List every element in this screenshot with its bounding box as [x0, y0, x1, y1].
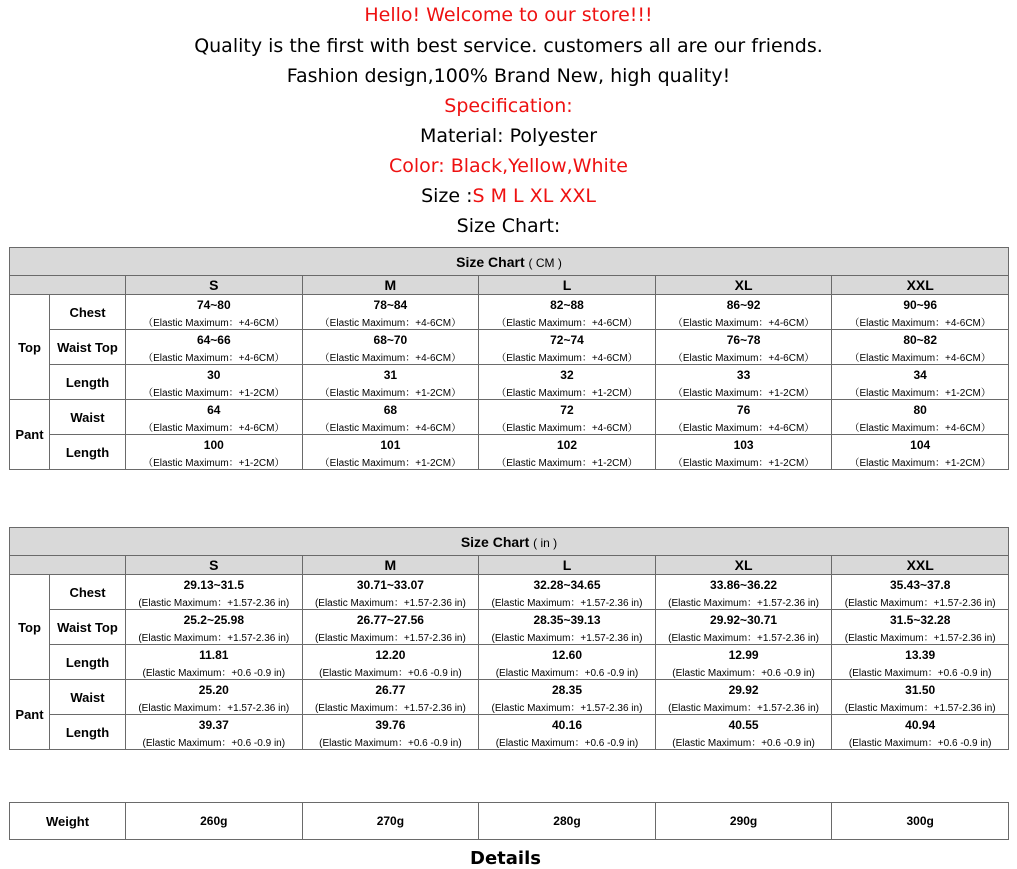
measure-value: 30 [126, 365, 303, 385]
size-header: XL [655, 276, 832, 295]
weight-row [10, 803, 1009, 840]
table-row [10, 330, 1009, 350]
measure-value: 102 [479, 435, 656, 455]
elastic-note: (Elastic Maximum：+1.57-2.36 in) [479, 629, 656, 645]
elastic-note: （Elastic Maximum：+4-6CM） [655, 349, 832, 365]
weight-value: 300g [832, 803, 1009, 840]
row-label: Waist Top [50, 330, 126, 365]
elastic-note: (Elastic Maximum：+1.57-2.36 in) [832, 699, 1009, 715]
elastic-note: (Elastic Maximum：+0.6 -0.9 in) [302, 664, 479, 680]
group-label: Pant [10, 680, 50, 750]
measure-value: 80~82 [832, 330, 1009, 350]
elastic-note: （Elastic Maximum：+4-6CM） [302, 419, 479, 435]
elastic-note: （Elastic Maximum：+4-6CM） [479, 349, 656, 365]
elastic-note: (Elastic Maximum：+0.6 -0.9 in) [832, 734, 1009, 750]
table-title [10, 248, 1009, 276]
measure-value: 12.99 [655, 645, 832, 665]
group-label: Top [10, 295, 50, 400]
measure-value: 28.35~39.13 [479, 610, 656, 630]
measure-value: 78~84 [302, 295, 479, 315]
measure-value: 68~70 [302, 330, 479, 350]
measure-value: 26.77 [302, 680, 479, 700]
elastic-note: （Elastic Maximum：+4-6CM） [302, 349, 479, 365]
table-row-note [10, 664, 1009, 680]
measure-value: 76 [655, 400, 832, 420]
table-row [10, 645, 1009, 665]
elastic-note: （Elastic Maximum：+1-2CM） [126, 454, 303, 470]
table-row-note [10, 594, 1009, 610]
table-row [10, 610, 1009, 630]
size-header-blank [10, 276, 126, 295]
elastic-note: (Elastic Maximum：+1.57-2.36 in) [655, 629, 832, 645]
welcome-line: Hello! Welcome to our store!!! [364, 4, 653, 26]
elastic-note: (Elastic Maximum：+0.6 -0.9 in) [655, 734, 832, 750]
row-label: Length [50, 715, 126, 750]
elastic-note: (Elastic Maximum：+1.57-2.36 in) [832, 629, 1009, 645]
elastic-note: （Elastic Maximum：+1-2CM） [832, 454, 1009, 470]
size-header: XXL [832, 276, 1009, 295]
measure-value: 76~78 [655, 330, 832, 350]
table-row [10, 400, 1009, 420]
color-line: Color: Black,Yellow,White [389, 155, 628, 177]
elastic-note: (Elastic Maximum：+0.6 -0.9 in) [126, 664, 303, 680]
size-header-blank [10, 556, 126, 575]
elastic-note: (Elastic Maximum：+1.57-2.36 in) [126, 629, 303, 645]
measure-value: 100 [126, 435, 303, 455]
measure-value: 68 [302, 400, 479, 420]
elastic-note: （Elastic Maximum：+1-2CM） [655, 454, 832, 470]
elastic-note: (Elastic Maximum：+1.57-2.36 in) [655, 594, 832, 610]
elastic-note: (Elastic Maximum：+1.57-2.36 in) [479, 594, 656, 610]
row-label: Waist [50, 400, 126, 435]
row-label: Length [50, 365, 126, 400]
elastic-note: （Elastic Maximum：+4-6CM） [655, 419, 832, 435]
elastic-note: （Elastic Maximum：+4-6CM） [126, 419, 303, 435]
quality-line: Quality is the first with best service. customers all are our friends. [194, 35, 823, 57]
weight-value: 290g [655, 803, 832, 840]
measure-value: 32 [479, 365, 656, 385]
weight-value: 270g [302, 803, 479, 840]
table-row-note [10, 384, 1009, 400]
elastic-note: （Elastic Maximum：+4-6CM） [655, 314, 832, 330]
measure-value: 12.20 [302, 645, 479, 665]
measure-value: 40.94 [832, 715, 1009, 735]
material-line: Material: Polyester [419, 125, 598, 147]
elastic-note: （Elastic Maximum：+4-6CM） [126, 349, 303, 365]
elastic-note: （Elastic Maximum：+1-2CM） [479, 454, 656, 470]
elastic-note: （Elastic Maximum：+4-6CM） [832, 314, 1009, 330]
elastic-note: (Elastic Maximum：+0.6 -0.9 in) [479, 734, 656, 750]
elastic-note: (Elastic Maximum：+1.57-2.36 in) [832, 594, 1009, 610]
fashion-line: Fashion design,100% Brand New, high quality! [286, 65, 731, 87]
measure-value: 29.13~31.5 [126, 575, 303, 595]
size-header: XL [655, 556, 832, 575]
elastic-note: (Elastic Maximum：+0.6 -0.9 in) [655, 664, 832, 680]
row-label: Waist [50, 680, 126, 715]
table-unit: ( CM ) [528, 255, 562, 270]
elastic-note: （Elastic Maximum：+4-6CM） [126, 314, 303, 330]
elastic-note: （Elastic Maximum：+1-2CM） [832, 384, 1009, 400]
table-row-note [10, 699, 1009, 715]
weight-label: Weight [10, 803, 126, 840]
weight-value: 260g [126, 803, 303, 840]
size-header: S [126, 276, 303, 295]
table-unit: ( in ) [533, 535, 558, 550]
table-row-note [10, 734, 1009, 750]
measure-value: 35.43~37.8 [832, 575, 1009, 595]
table-row [10, 435, 1009, 455]
elastic-note: (Elastic Maximum：+0.6 -0.9 in) [479, 664, 656, 680]
measure-value: 12.60 [479, 645, 656, 665]
measure-value: 34 [832, 365, 1009, 385]
measure-value: 39.37 [126, 715, 303, 735]
measure-value: 13.39 [832, 645, 1009, 665]
measure-value: 90~96 [832, 295, 1009, 315]
size-line-values: S M L XL XXL [472, 185, 596, 207]
measure-value: 26.77~27.56 [302, 610, 479, 630]
elastic-note: (Elastic Maximum：+0.6 -0.9 in) [832, 664, 1009, 680]
elastic-note: （Elastic Maximum：+4-6CM） [302, 314, 479, 330]
measure-value: 104 [832, 435, 1009, 455]
row-label: Chest [50, 295, 126, 330]
table-row-note [10, 314, 1009, 330]
measure-value: 25.2~25.98 [126, 610, 303, 630]
table-title [10, 528, 1009, 556]
elastic-note: (Elastic Maximum：+1.57-2.36 in) [302, 629, 479, 645]
measure-value: 39.76 [302, 715, 479, 735]
measure-value: 31 [302, 365, 479, 385]
elastic-note: （Elastic Maximum：+1-2CM） [479, 384, 656, 400]
measure-value: 11.81 [126, 645, 303, 665]
table-title-text: Size Chart [460, 533, 530, 550]
table-row [10, 295, 1009, 315]
size-chart-cm-table [9, 247, 1009, 470]
row-label: Length [50, 645, 126, 680]
measure-value: 74~80 [126, 295, 303, 315]
table-row-note [10, 629, 1009, 645]
size-chart-heading: Size Chart: [456, 215, 561, 237]
size-line-label: Size : [421, 185, 473, 207]
weight-value: 280g [479, 803, 656, 840]
elastic-note: (Elastic Maximum：+1.57-2.36 in) [126, 594, 303, 610]
measure-value: 33 [655, 365, 832, 385]
measure-value: 31.5~32.28 [832, 610, 1009, 630]
elastic-note: (Elastic Maximum：+0.6 -0.9 in) [126, 734, 303, 750]
elastic-note: （Elastic Maximum：+4-6CM） [479, 314, 656, 330]
measure-value: 32.28~34.65 [479, 575, 656, 595]
elastic-note: (Elastic Maximum：+1.57-2.36 in) [126, 699, 303, 715]
measure-value: 33.86~36.22 [655, 575, 832, 595]
weight-table [9, 802, 1009, 840]
elastic-note: (Elastic Maximum：+1.57-2.36 in) [479, 699, 656, 715]
row-label: Chest [50, 575, 126, 610]
measure-value: 101 [302, 435, 479, 455]
elastic-note: (Elastic Maximum：+0.6 -0.9 in) [302, 734, 479, 750]
elastic-note: (Elastic Maximum：+1.57-2.36 in) [302, 594, 479, 610]
size-header: L [479, 276, 656, 295]
elastic-note: (Elastic Maximum：+1.57-2.36 in) [655, 699, 832, 715]
elastic-note: （Elastic Maximum：+4-6CM） [832, 419, 1009, 435]
row-label: Waist Top [50, 610, 126, 645]
measure-value: 29.92 [655, 680, 832, 700]
measure-value: 25.20 [126, 680, 303, 700]
measure-value: 82~88 [479, 295, 656, 315]
measure-value: 64 [126, 400, 303, 420]
measure-value: 86~92 [655, 295, 832, 315]
elastic-note: (Elastic Maximum：+1.57-2.36 in) [302, 699, 479, 715]
table-row [10, 365, 1009, 385]
elastic-note: （Elastic Maximum：+4-6CM） [479, 419, 656, 435]
measure-value: 72~74 [479, 330, 656, 350]
group-label: Top [10, 575, 50, 680]
elastic-note: （Elastic Maximum：+1-2CM） [126, 384, 303, 400]
elastic-note: （Elastic Maximum：+1-2CM） [302, 384, 479, 400]
elastic-note: （Elastic Maximum：+4-6CM） [832, 349, 1009, 365]
size-header: L [479, 556, 656, 575]
measure-value: 80 [832, 400, 1009, 420]
group-label: Pant [10, 400, 50, 470]
measure-value: 30.71~33.07 [302, 575, 479, 595]
table-row [10, 575, 1009, 595]
measure-value: 31.50 [832, 680, 1009, 700]
size-header: S [126, 556, 303, 575]
measure-value: 40.55 [655, 715, 832, 735]
size-header: XXL [832, 556, 1009, 575]
elastic-note: （Elastic Maximum：+1-2CM） [302, 454, 479, 470]
size-chart-in-table [9, 527, 1009, 750]
table-row [10, 715, 1009, 735]
measure-value: 72 [479, 400, 656, 420]
details-heading-cut: Details [470, 848, 541, 869]
size-header: M [302, 276, 479, 295]
spec-line: Specification: [444, 95, 573, 117]
size-header: M [302, 556, 479, 575]
table-row-note [10, 419, 1009, 435]
table-title-text: Size Chart [456, 253, 525, 270]
measure-value: 40.16 [479, 715, 656, 735]
measure-value: 103 [655, 435, 832, 455]
measure-value: 28.35 [479, 680, 656, 700]
size-line [0, 184, 1017, 208]
table-row-note [10, 454, 1009, 470]
table-row-note [10, 349, 1009, 365]
measure-value: 64~66 [126, 330, 303, 350]
measure-value: 29.92~30.71 [655, 610, 832, 630]
elastic-note: （Elastic Maximum：+1-2CM） [655, 384, 832, 400]
table-row [10, 680, 1009, 700]
row-label: Length [50, 435, 126, 470]
